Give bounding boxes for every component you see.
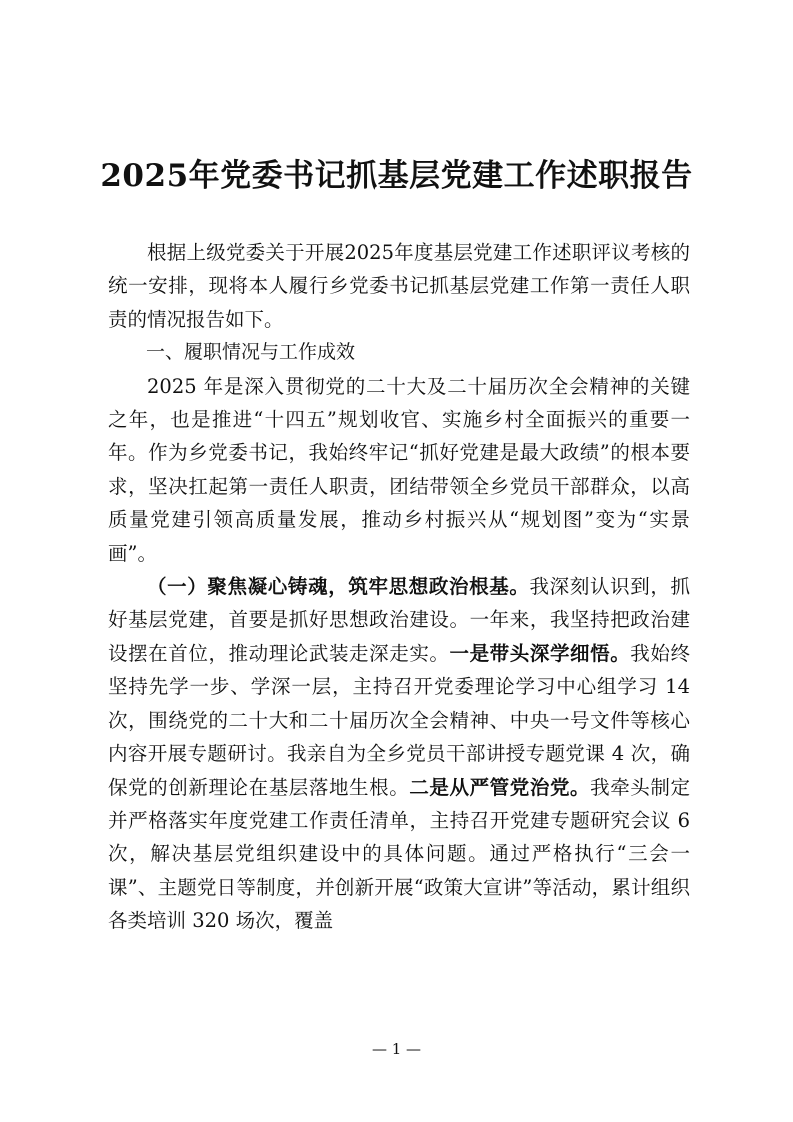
section-heading: 一、履职情况与工作成效 <box>146 341 356 364</box>
point-text-1: 我始终坚持先学一步、学深一层，主持召开党委理论学习中心组学习 14 次，围绕党的二十大和二十届历次全会精神、中央一号文件等核心内容开展专题研讨。我亲自为全乡党员干部讲授专题党课 4 次，确保党的创新理论在基层落地生根。 <box>108 641 690 799</box>
intro-paragraph: 根据上级党委关于开展2025年度基层党建工作述职评议考核的统一安排，现将本人履行乡党委书记抓基层党建工作第一责任人职责的情况报告如下。 <box>108 241 690 331</box>
point-lead-1: 一是带头深学细悟。 <box>449 641 631 665</box>
point-lead-2: 二是从严管党治党。 <box>409 775 591 799</box>
page-number: — 1 — <box>371 1040 422 1058</box>
point-text-2: 我牵头制定并严格落实年度党建工作责任清单，主持召开党建专题研究会议 6 次，解决基层党组织建设中的具体问题。通过严格执行“三会一课”、主题党日等制度，并创新开展“政策大宣讲”等活动，累计组织各类培训 320 场次，覆盖 <box>108 775 690 933</box>
subsection-text: 我深刻认识到，抓好基层党建，首要是抓好思想政治建设。一年来，我坚持把政治建设摆在首位，推动理论武装走深走实。 <box>108 575 690 665</box>
section-paragraph: 2025 年是深入贯彻党的二十大及二十届历次全会精神的关键之年，也是推进“十四五”规划收官、实施乡村全面振兴的重要一年。作为乡党委书记，我始终牢记“抓好党建是最大政绩”的根本要求，坚决扛起第一责任人职责，团结带领全乡党员干部群众，以高质量党建引领高质量发展，推动乡村振兴从“规划图”变为“实景画”。 <box>108 374 690 565</box>
subsection-paragraph <box>108 570 690 937</box>
subsection-lead: （一）聚焦凝心铸魂，筑牢思想政治根基。 <box>147 575 530 599</box>
document-body <box>108 236 690 938</box>
document-title: 2025年党委书记抓基层党建工作述职报告 <box>100 158 693 194</box>
